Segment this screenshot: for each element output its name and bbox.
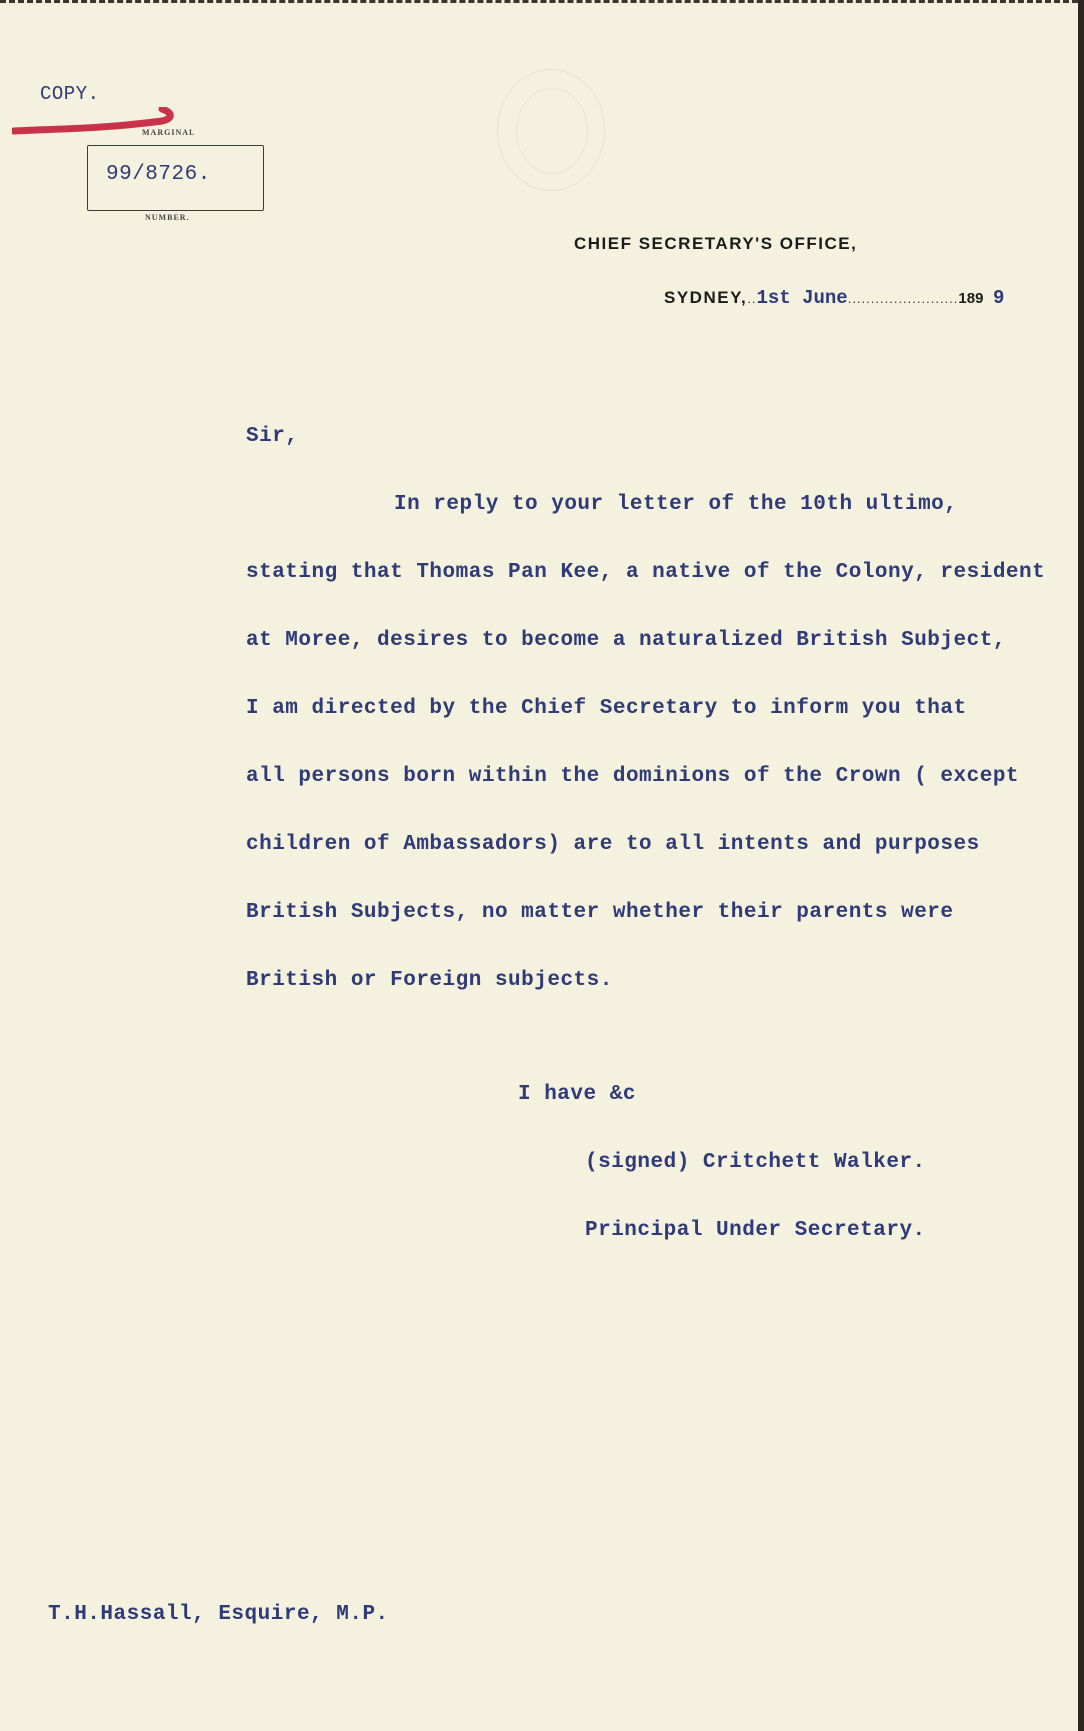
- date-line: SYDNEY,..1st June........................189 9: [664, 287, 1005, 309]
- embossed-seal: [497, 69, 605, 191]
- body-line: British Subjects, no matter whether their parents were: [246, 901, 954, 924]
- year-printed: 189: [958, 290, 984, 307]
- year-written: 9: [993, 287, 1005, 309]
- body-line: In reply to your letter of the 10th ultimo,: [394, 493, 958, 516]
- signatory-title: Principal Under Secretary.: [585, 1219, 926, 1242]
- reference-number: 99/8726.: [106, 163, 211, 186]
- marginal-label: MARGINAL: [142, 128, 196, 137]
- place-label: SYDNEY,: [664, 288, 748, 307]
- date-written: 1st June: [756, 287, 848, 309]
- signoff: I have &c: [518, 1083, 636, 1106]
- addressee: T.H.Hassall, Esquire, M.P.: [48, 1603, 389, 1626]
- body-line: children of Ambassadors) are to all intents and purposes: [246, 833, 980, 856]
- body-line: I am directed by the Chief Secretary to inform you that: [246, 697, 967, 720]
- body-line: British or Foreign subjects.: [246, 969, 613, 992]
- office-heading: CHIEF SECRETARY'S OFFICE,: [574, 234, 858, 253]
- salutation: Sir,: [246, 425, 299, 448]
- body-line: at Moree, desires to become a naturalized British Subject,: [246, 629, 1006, 652]
- number-label: NUMBER.: [145, 213, 190, 222]
- body-line: stating that Thomas Pan Kee, a native of the Colony, resident: [246, 561, 1046, 584]
- copy-label: COPY.: [40, 83, 100, 105]
- body-line: all persons born within the dominions of the Crown ( except: [246, 765, 1020, 788]
- signature: (signed) Critchett Walker.: [585, 1151, 926, 1174]
